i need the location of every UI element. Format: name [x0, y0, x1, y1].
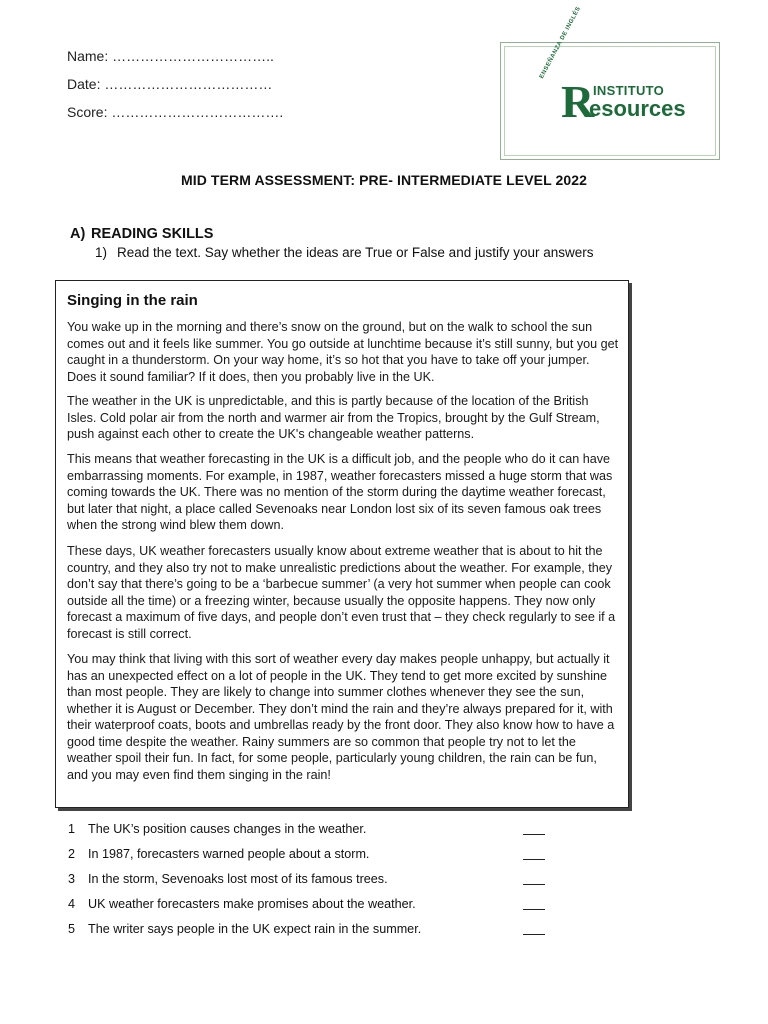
question-row	[68, 872, 548, 886]
question-number: 4	[68, 897, 76, 911]
question-text: In the storm, Sevenoaks lost most of its famous trees.	[88, 872, 388, 886]
score-field: Score: ……………………………….	[67, 104, 284, 120]
answer-blank[interactable]	[523, 909, 545, 910]
question-text: The writer says people in the UK expect rain in the summer.	[88, 922, 422, 936]
section-heading	[70, 226, 213, 242]
answer-blank[interactable]	[523, 859, 545, 860]
logo-initial: R	[561, 76, 595, 127]
question-row	[68, 897, 548, 911]
story-title: Singing in the rain	[67, 292, 198, 309]
story-paragraph: You may think that living with this sort of weather every day makes people unhappy, but actually it has an unexpected effect on a lot of people in the UK. They tend to get more excited by sunshine than most people. They are likely to change into summer clothes whenever they see the sun, whether it is August or December. They don’t mind the rain and they’re always prepared for it, with their waterproof coats, boots and umbrellas ready by the front door. They also know how to have a good time despite the weather. Rainy summers are so common that people try not to let the weather spoil their fun. In fact, for some people, particularly young children, the rain can be fun, and you may even find them singing in the rain!	[67, 652, 615, 782]
logo-bottom-word: esources	[589, 96, 686, 121]
instruction	[95, 245, 594, 260]
answer-blank[interactable]	[523, 884, 545, 885]
question-number: 2	[68, 847, 76, 861]
question-text: The UK’s position causes changes in the weather.	[88, 822, 367, 836]
story-paragraph: The weather in the UK is unpredictable, and this is partly because of the location of the British Isles. Cold polar air from the north and warmer air from the Tropics, brought by the Gulf Stream, push against each other to create the UK's changeable weather patterns.	[67, 394, 600, 441]
story-paragraph: You wake up in the morning and there’s snow on the ground, but on the walk to school the sun comes out and it feels like summer. You go outside at lunchtime because it’s still sunny, but you get caught in a thunderstorm. On your way home, it’s so hot that you have to take off your jumper. Does it sound familiar? If it does, then you probably live in the UK.	[67, 320, 619, 384]
logo-arc-text: ENSEÑANZA DE INGLÉS	[539, 5, 583, 80]
story-paragraph: These days, UK weather forecasters usually know about extreme weather that is about to hit the country, and they also try not to make unrealistic predictions about the weather. For example, they don’t say that there’s going to be a ‘barbecue summer’ (a very hot summer when people can cook outside all the time) or a freezing winter, because usually the opposite happens. They now only forecast a maximum of five days, and people don’t even trust that – they check regularly to see if a forecast is still correct.	[67, 544, 616, 641]
question-text: In 1987, forecasters warned people about a storm.	[88, 847, 370, 861]
question-row	[68, 822, 548, 836]
answer-blank[interactable]	[523, 934, 545, 935]
answer-blank[interactable]	[523, 834, 545, 835]
date-field: Date: ………………………………	[67, 76, 273, 92]
question-number: 1	[68, 822, 76, 836]
question-number: 3	[68, 872, 76, 886]
question-row	[68, 847, 548, 861]
logo-top-word: INSTITUTO	[593, 83, 665, 98]
name-field: Name: ……………………………..	[67, 48, 274, 64]
question-number: 5	[68, 922, 76, 936]
reading-text-box	[55, 280, 629, 808]
section-letter: A)	[70, 226, 86, 242]
question-row	[68, 922, 548, 936]
story-paragraph: This means that weather forecasting in the UK is a difficult job, and the people who do it can have embarrassing moments. For example, in 1987, weather forecasters missed a huge storm that was coming towards the UK. There was no mention of the storm during the daytime weather forecast, but later that night, a place called Sevenoaks near London lost six of its seven famous oak trees when the strong wind blew them down.	[67, 452, 613, 532]
instruction-number: 1)	[95, 245, 108, 260]
page-title: MID TERM ASSESSMENT: PRE- INTERMEDIATE LEVEL 2022	[180, 172, 588, 188]
question-text: UK weather forecasters make promises about the weather.	[88, 897, 416, 911]
section-title: READING SKILLS	[91, 226, 214, 242]
institute-logo	[500, 5, 720, 160]
instruction-text: Read the text. Say whether the ideas are True or False and justify your answers	[117, 245, 594, 260]
